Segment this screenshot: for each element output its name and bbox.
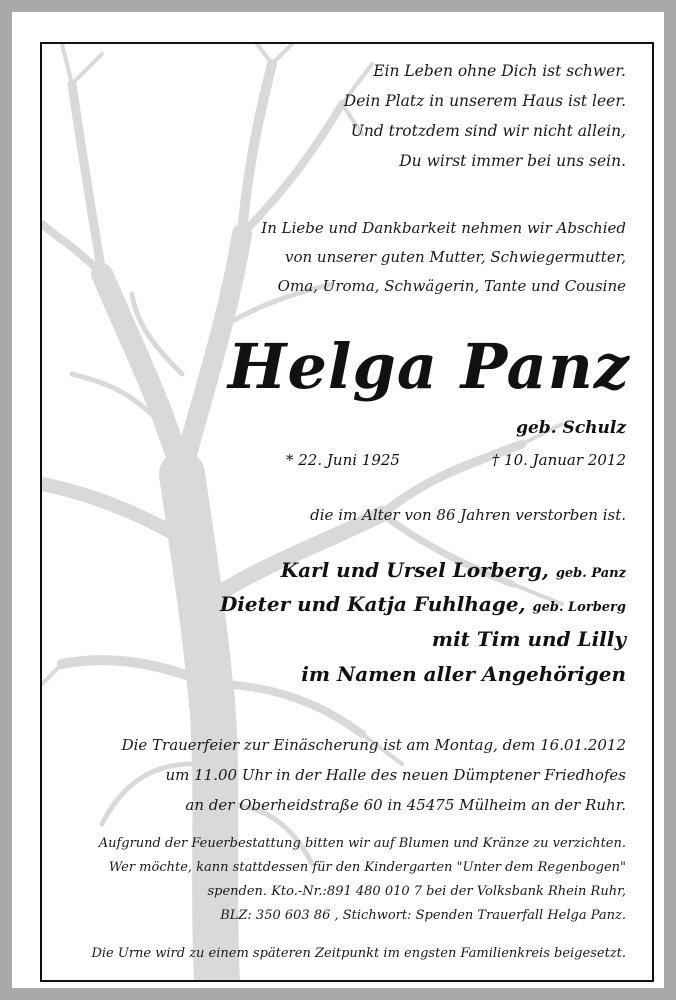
poem-line: Und trotzdem sind wir nicht allein, <box>350 122 626 140</box>
mourner-names: mit Tim und Lilly <box>431 627 626 651</box>
donation-line: Wer möchte, kann stattdessen für den Kindergarten "Unter dem Regenbogen" <box>108 860 626 875</box>
obituary-text <box>42 44 654 982</box>
ceremony-line: Die Trauerfeier zur Einäscherung ist am Montag, dem 16.01.2012 <box>121 736 626 754</box>
mourner-line <box>220 592 626 616</box>
intro-line: In Liebe und Dankbarkeit nehmen wir Abschied <box>261 219 626 237</box>
ceremony-line: um 11.00 Uhr in der Halle des neuen Dümptener Friedhofes <box>165 766 626 784</box>
mourner-line <box>432 627 626 651</box>
donation-line: BLZ: 350 603 86 , Stichwort: Spenden Trauerfall Helga Panz. <box>220 908 626 923</box>
donation-line: Aufgrund der Feuerbestattung bitten wir auf Blumen und Kränze zu verzichten. <box>98 836 626 851</box>
maiden-name: geb. Schulz <box>516 418 626 438</box>
obituary-sheet <box>12 12 664 988</box>
mourner-names: Dieter und Katja Fuhlhage, <box>219 592 526 616</box>
intro-line: von unserer guten Mutter, Schwiegermutter, <box>284 248 626 266</box>
mourner-line <box>281 558 626 582</box>
poem-line: Dein Platz in unserem Haus ist leer. <box>343 92 626 110</box>
mourner-note: geb. Panz <box>555 566 626 581</box>
deceased-name: Helga Panz <box>227 330 630 403</box>
age-line: die im Alter von 86 Jahren verstorben ist. <box>310 506 626 524</box>
urn-note: Die Urne wird zu einem späteren Zeitpunkt im engsten Familienkreis beigesetzt. <box>91 946 626 961</box>
intro-line: Oma, Uroma, Schwägerin, Tante und Cousine <box>277 277 626 295</box>
poem-line: Ein Leben ohne Dich ist schwer. <box>373 62 626 80</box>
death-date: † 10. Januar 2012 <box>491 451 626 469</box>
donation-line: spenden. Kto.-Nr.:891 480 010 7 bei der Volksbank Rhein Ruhr, <box>207 884 626 899</box>
obituary-frame <box>40 42 654 982</box>
birth-date: * 22. Juni 1925 <box>286 451 400 469</box>
ceremony-line: an der Oberheidstraße 60 in 45475 Mülheim an der Ruhr. <box>185 796 626 814</box>
mourner-names: im Namen aller Angehörigen <box>301 662 626 686</box>
poem-line: Du wirst immer bei uns sein. <box>399 152 626 170</box>
mourner-line <box>301 662 626 686</box>
mourner-note: geb. Lorberg <box>532 600 626 615</box>
mourner-names: Karl und Ursel Lorberg, <box>280 558 549 582</box>
